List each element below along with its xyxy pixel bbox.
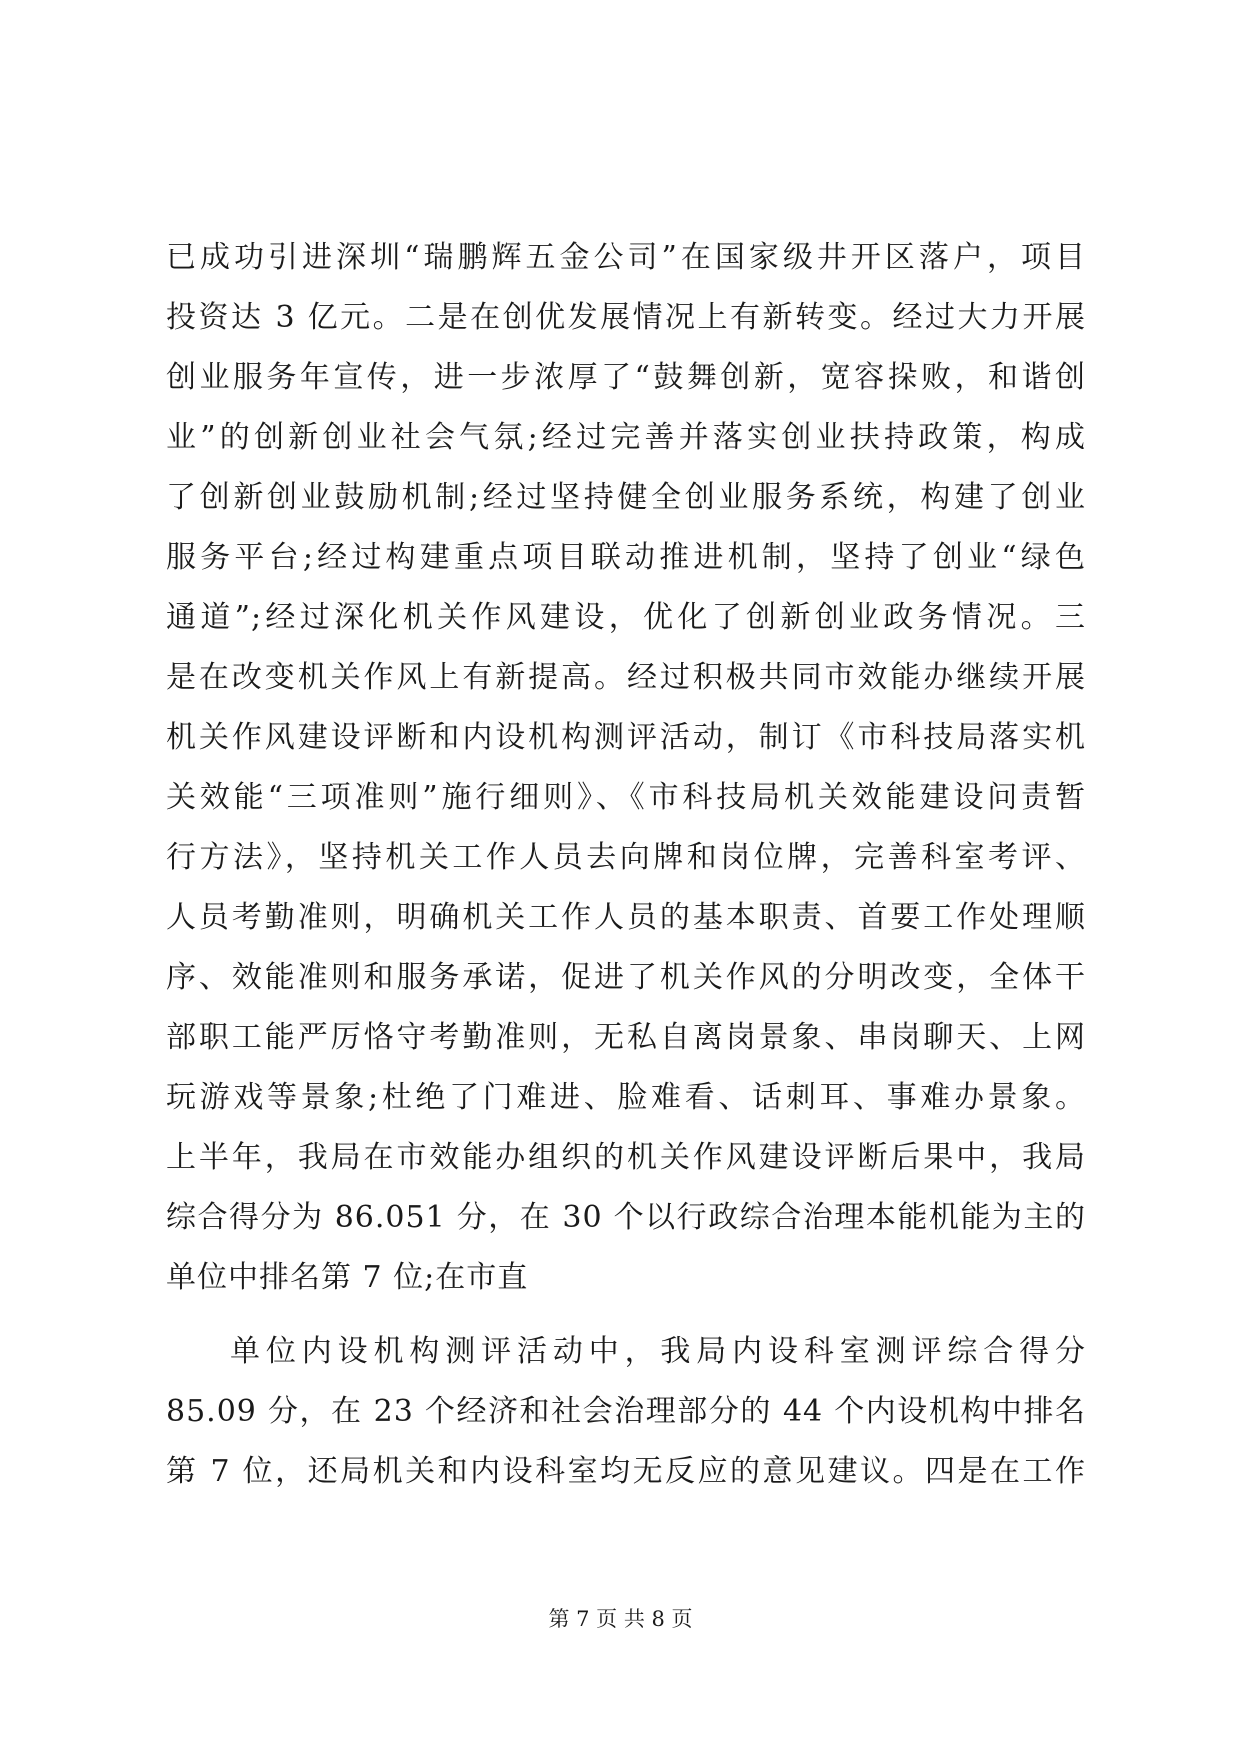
text-line: 了创新创业鼓励机制;经过坚持健全创业服务系统，构建了创业: [166, 480, 1086, 515]
text-line: 关效能“三项准则”施行细则》、《市科技局机关效能建设问责暂: [166, 780, 1086, 815]
text-line: 机关作风建设评断和内设机构测评活动，制订《市科技局落实机: [166, 720, 1086, 755]
text-line: 序、效能准则和服务承诺，促进了机关作风的分明改变，全体干: [166, 960, 1086, 995]
text-line: 单位中排名第 7 位;在市直: [166, 1260, 529, 1295]
text-line: 综合得分为 86.051 分，在 30 个以行政综合治理本能机能为主的: [166, 1200, 1086, 1235]
text-line: 上半年，我局在市效能办组织的机关作风建设评断后果中，我局: [166, 1140, 1086, 1175]
text-line: 玩游戏等景象;杜绝了门难进、脸难看、话刺耳、事难办景象。: [166, 1080, 1086, 1115]
paragraph-2: [166, 1322, 1086, 1502]
text-line: 人员考勤准则，明确机关工作人员的基本职责、首要工作处理顺: [166, 900, 1086, 935]
page-footer: [0, 1604, 1241, 1634]
paragraph-1: [166, 228, 1086, 1308]
text-line: 业”的创新创业社会气氛;经过完善并落实创业扶持政策，构成: [166, 420, 1086, 455]
text-line: 第 7 位，还局机关和内设科室均无反应的意见建议。四是在工作: [166, 1454, 1086, 1489]
text-line: 85.09 分，在 23 个经济和社会治理部分的 44 个内设机构中排名: [166, 1394, 1086, 1429]
text-line: 单位内设机构测评活动中，我局内设科室测评综合得分: [230, 1334, 1086, 1369]
page-number-label: 第 7 页 共 8 页: [548, 1607, 693, 1631]
text-line: 投资达 3 亿元。二是在创优发展情况上有新转变。经过大力开展: [166, 300, 1086, 335]
text-line: 通道”;经过深化机关作风建设，优化了创新创业政务情况。三: [166, 600, 1086, 635]
text-line: 部职工能严厉恪守考勤准则，无私自离岗景象、串岗聊天、上网: [166, 1020, 1086, 1055]
text-line: 服务平台;经过构建重点项目联动推进机制，坚持了创业“绿色: [166, 540, 1086, 575]
text-line: 创业服务年宣传，进一步浓厚了“鼓舞创新，宽容挆败，和谐创: [166, 360, 1086, 395]
paragraph-gap: [166, 1308, 1086, 1322]
text-line: 是在改变机关作风上有新提高。经过积极共同市效能办继续开展: [166, 660, 1086, 695]
text-line: 行方法》，坚持机关工作人员去向牌和岗位牌，完善科室考评、: [166, 840, 1086, 875]
text-line: 已成功引进深圳“瑞鹏辉五金公司”在国家级井开区落户，项目: [166, 240, 1086, 275]
document-body: [166, 228, 1086, 1502]
